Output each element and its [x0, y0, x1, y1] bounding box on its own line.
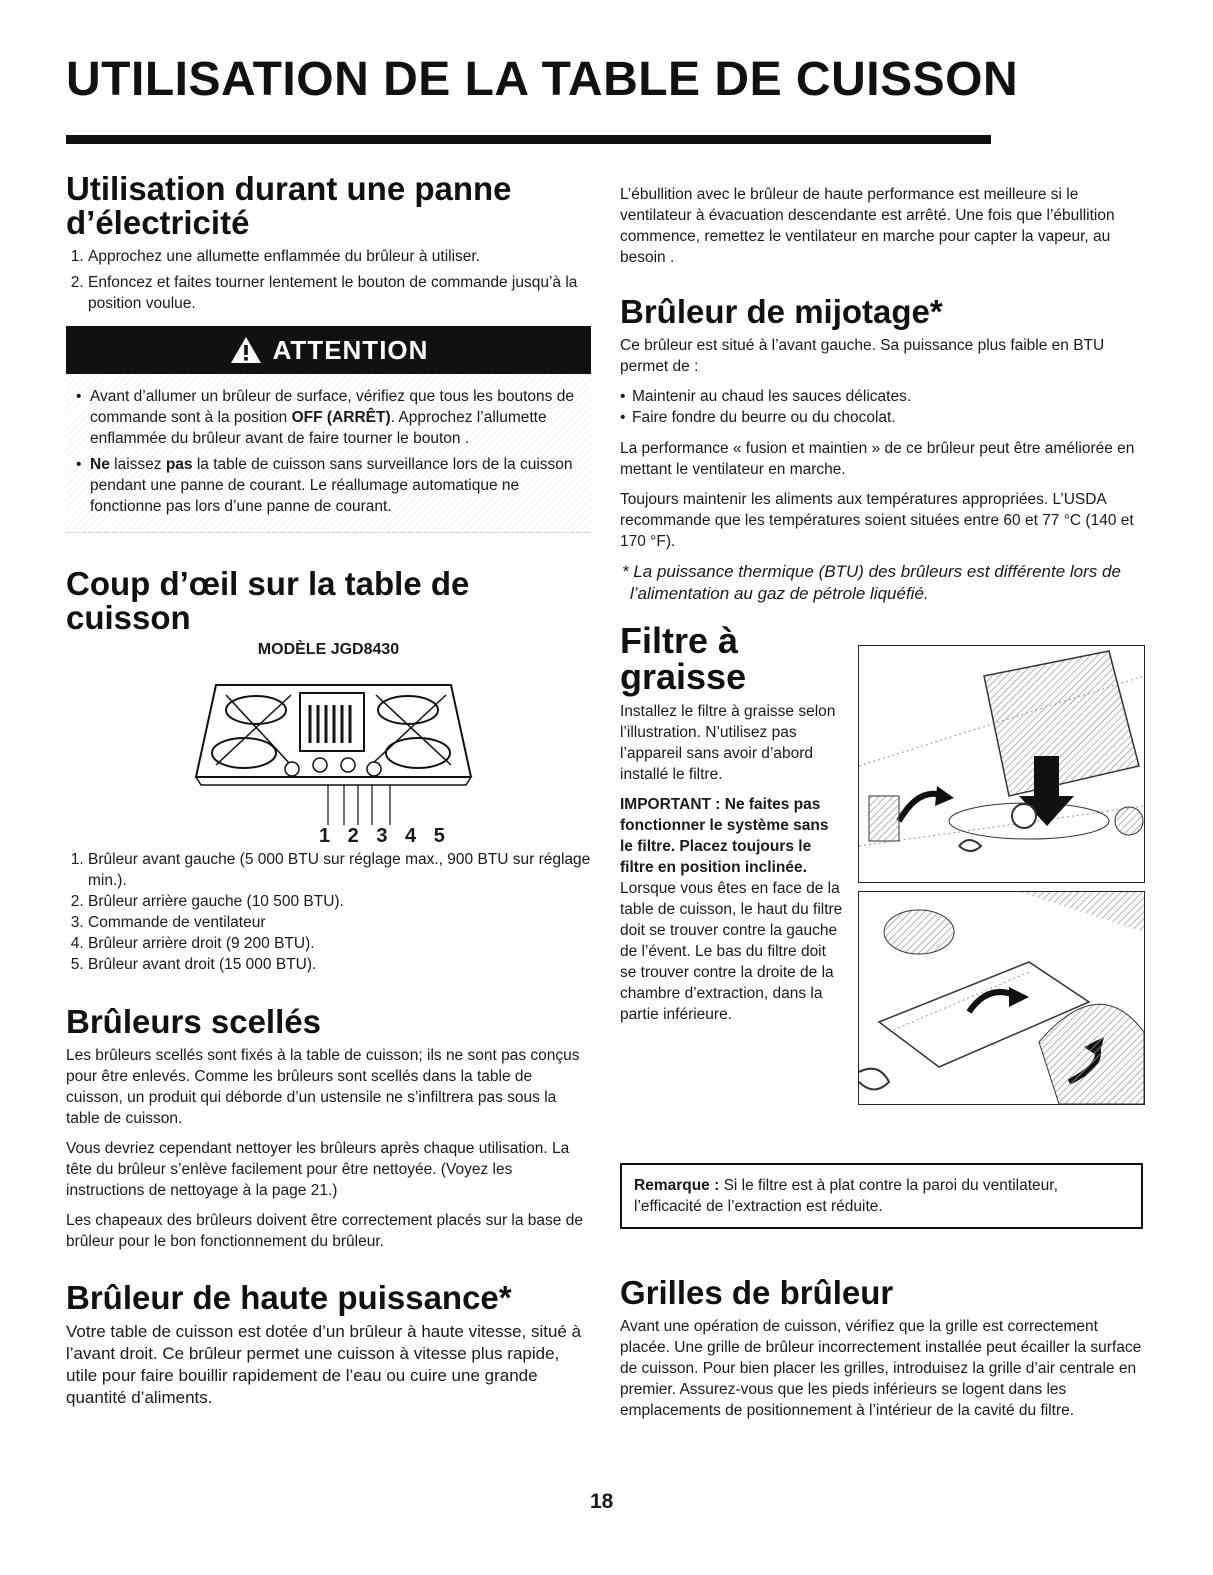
paragraph: IMPORTANT : Ne faites pas fonctionner le système sans le filtre. Placez toujours le filtre en position inclinée. Lorsque vous êtes en face de la table de cuisson, le haut du filtre doit se trouver contre la gauche de l’évent. Le bas du filtre doit se trouver contre la droite de la chambre d’extraction, dans la partie inférieure.: [620, 796, 843, 1023]
left-column: [66, 172, 591, 1418]
list-item: 2. Enfoncez et faites tourner lentement le bouton de commande jusqu’à la position voulue.: [88, 272, 591, 314]
grease-filter-section: [620, 620, 1145, 1093]
page-title: UTILISATION DE LA TABLE DE CUISSON: [66, 53, 1019, 106]
heading-sealed-burners: Brûleurs scellés: [66, 1003, 321, 1040]
paragraph: Avant une opération de cuisson, vérifiez que la grille est correctement placée. Une grille de brûleur incorrectement installée peut écailler la surface de cuisson. Pour bien placer les grilles, introduisez la grille d’air centrale en premier. Assurez-vous que les pieds inférieurs se logent dans les emplacements de positionnement à l’intérieur de la cavité du filtre.: [620, 1318, 1142, 1419]
warning-icon: [229, 335, 263, 365]
note-box: Remarque : Si le filtre est à plat contre la paroi du ventilateur, l’efficacité de l’extraction est réduite.: [620, 1163, 1143, 1229]
list-item: • Faire fondre du beurre ou du chocolat.: [620, 407, 1145, 428]
paragraph: Votre table de cuisson est dotée d’un brûleur à haute vitesse, situé à l’avant droit. Ce brûleur permet une cuisson à vitesse plus rapide, utile pour faire bouillir rapidement de l’eau ou cuire une grande quantité d’aliments.: [66, 1322, 582, 1407]
paragraph: La performance « fusion et maintien » de ce brûleur peut être améliorée en mettant le ventilateur en marche.: [620, 440, 1135, 478]
power-outage-steps: [66, 246, 591, 314]
heading-overview: Coup d’œil sur la table de cuisson: [66, 565, 470, 636]
page-number: 18: [590, 1490, 614, 1513]
grates-section: [620, 1276, 1145, 1430]
list-item: 3. Commande de ventilateur: [88, 912, 591, 933]
list-item: 2. Brûleur arrière gauche (10 500 BTU).: [88, 891, 591, 912]
list-item: 5. Brûleur avant droit (15 000 BTU).: [88, 954, 591, 975]
overview-list: [66, 849, 591, 975]
heading-high-power: Brûleur de haute puissance*: [66, 1279, 512, 1316]
filter-illustration-bottom: [858, 891, 1145, 1105]
heading-burner-grates: Grilles de brûleur: [620, 1274, 894, 1311]
btu-note: * La puissance thermique (BTU) des brûleurs est différente lors de l’alimentation au gaz de pétrole liquéfié.: [622, 562, 1121, 603]
paragraph: L’ébullition avec le brûleur de haute performance est meilleure si le ventilateur à évacuation descendante est arrêté. Une fois que l’ébullition commence, remettez le ventilateur en marche pour capter la vapeur, au besoin .: [620, 186, 1115, 266]
list-item: 1. Approchez une allumette enflammée du brûleur à utiliser.: [88, 246, 591, 267]
paragraph: Les chapeaux des brûleurs doivent être correctement placés sur la base de brûleur pour le bon fonctionnement du brûleur.: [66, 1212, 583, 1250]
attention-item: • Avant d’allumer un brûleur de surface, vérifiez que tous les boutons de commande sont à la position OFF (ARRÊT). Approchez l’allumette enflammée du brûleur avant de faire tourner le bouton .: [76, 386, 585, 449]
attention-box: [66, 374, 591, 533]
list-item: 1. Brûleur avant gauche (5 000 BTU sur réglage max., 900 BTU sur réglage min.).: [88, 849, 591, 891]
title-rule: [66, 135, 991, 144]
attention-banner: [66, 326, 591, 374]
cooktop-diagram: [66, 665, 591, 845]
heading-power-outage: Utilisation durant une panne d’électricité: [66, 170, 512, 241]
paragraph: Ce brûleur est situé à l’avant gauche. Sa puissance plus faible en BTU permet de :: [620, 337, 1105, 375]
heading-grease-filter: Filtre à graisse: [620, 620, 747, 697]
filter-illustration-top: [858, 645, 1145, 883]
attention-item: • Ne laissez pas la table de cuisson sans surveillance lors de la cuisson pendant une panne de courant. Le réallumage automatique ne fonctionne pas lors d’une panne de courant.: [76, 454, 585, 517]
model-label: MODÈLE JGD8430: [257, 641, 400, 658]
heading-simmer: Brûleur de mijotage*: [620, 293, 943, 330]
right-column: [620, 184, 1145, 1093]
paragraph: Installez le filtre à graisse selon l’illustration. N’utilisez pas l’appareil sans avoir d’abord installé le filtre.: [620, 703, 836, 783]
list-item: 4. Brûleur arrière droit (9 200 BTU).: [88, 933, 591, 954]
paragraph: Toujours maintenir les aliments aux températures appropriées. L’USDA recommande que les températures soient situées entre 60 et 77 °C (140 et 170 °F).: [620, 491, 1134, 550]
attention-label: ATTENTION: [272, 334, 429, 365]
paragraph: Vous devriez cependant nettoyer les brûleurs après chaque utilisation. La tête du brûleur s’enlève facilement pour être nettoyée. (Voyez les instructions de nettoyage à la page 21.): [66, 1140, 570, 1199]
list-item: • Maintenir au chaud les sauces délicates.: [620, 386, 1145, 407]
callout-numbers: 1 2 3 4 5: [319, 825, 451, 847]
cooktop-illustration: [66, 665, 591, 825]
paragraph: Les brûleurs scellés sont fixés à la table de cuisson; ils ne sont pas conçus pour être enlevés. Comme les brûleurs sont scellés dans la table de cuisson, un produit qui déborde d’un ustensile ne s’infiltrera pas sous la table de cuisson.: [66, 1047, 580, 1127]
simmer-bullets: [620, 386, 1145, 428]
